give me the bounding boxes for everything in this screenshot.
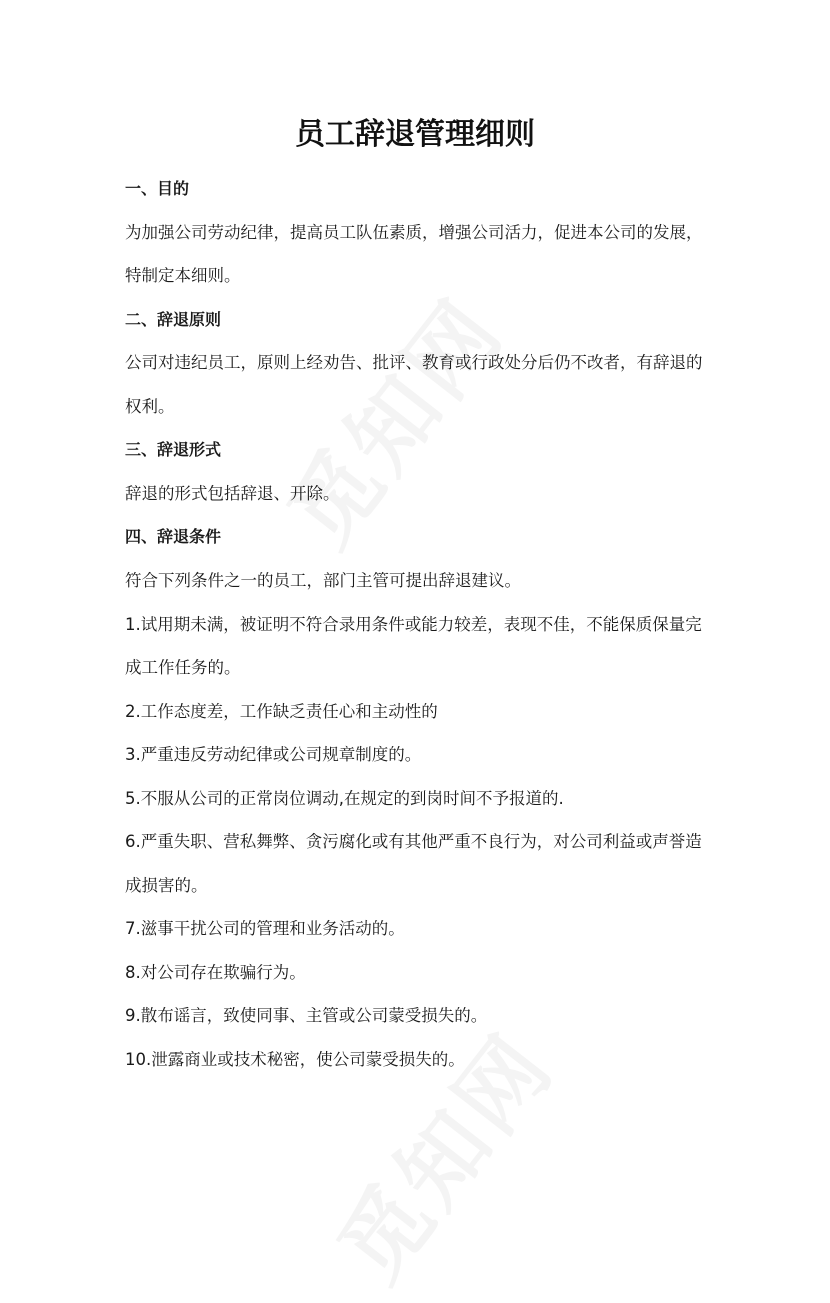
section-heading: 一、目的 bbox=[125, 179, 190, 198]
paragraph-line: 为加强公司劳动纪律，提高员工队伍素质，增强公司活力，促进本公司的发展， bbox=[125, 223, 703, 242]
paragraph-line: 特制定本细则。 bbox=[125, 266, 241, 285]
list-item: 2.工作态度差，工作缺乏责任心和主动性的 bbox=[125, 702, 438, 721]
list-item-continuation: 成工作任务的。 bbox=[125, 658, 241, 677]
paragraph-line: 辞退的形式包括辞退、开除。 bbox=[125, 484, 340, 503]
list-item: 5.不服从公司的正常岗位调动,在规定的到岗时间不予报道的. bbox=[125, 789, 564, 808]
section-heading: 三、辞退形式 bbox=[125, 440, 222, 459]
list-item: 6.严重失职、营私舞弊、贪污腐化或有其他严重不良行为，对公司利益或声誉造 bbox=[125, 832, 702, 851]
list-item: 9.散布谣言，致使同事、主管或公司蒙受损失的。 bbox=[125, 1006, 488, 1025]
list-item: 3.严重违反劳动纪律或公司规章制度的。 bbox=[125, 745, 422, 764]
paragraph-line: 符合下列条件之一的员工，部门主管可提出辞退建议。 bbox=[125, 571, 521, 590]
list-item: 7.滋事干扰公司的管理和业务活动的。 bbox=[125, 919, 405, 938]
paragraph-line: 权利。 bbox=[125, 397, 175, 416]
list-item: 8.对公司存在欺骗行为。 bbox=[125, 963, 306, 982]
section-heading: 四、辞退条件 bbox=[125, 527, 222, 546]
list-item: 1.试用期未满，被证明不符合录用条件或能力较差，表现不佳，不能保质保量完 bbox=[125, 615, 702, 634]
paragraph-line: 公司对违纪员工，原则上经劝告、批评、教育或行政处分后仍不改者，有辞退的 bbox=[125, 353, 703, 372]
list-item-continuation: 成损害的。 bbox=[125, 876, 208, 895]
section-heading: 二、辞退原则 bbox=[125, 310, 222, 329]
document-title: 员工辞退管理细则 bbox=[295, 117, 535, 152]
list-item: 10.泄露商业或技术秘密，使公司蒙受损失的。 bbox=[125, 1050, 465, 1069]
